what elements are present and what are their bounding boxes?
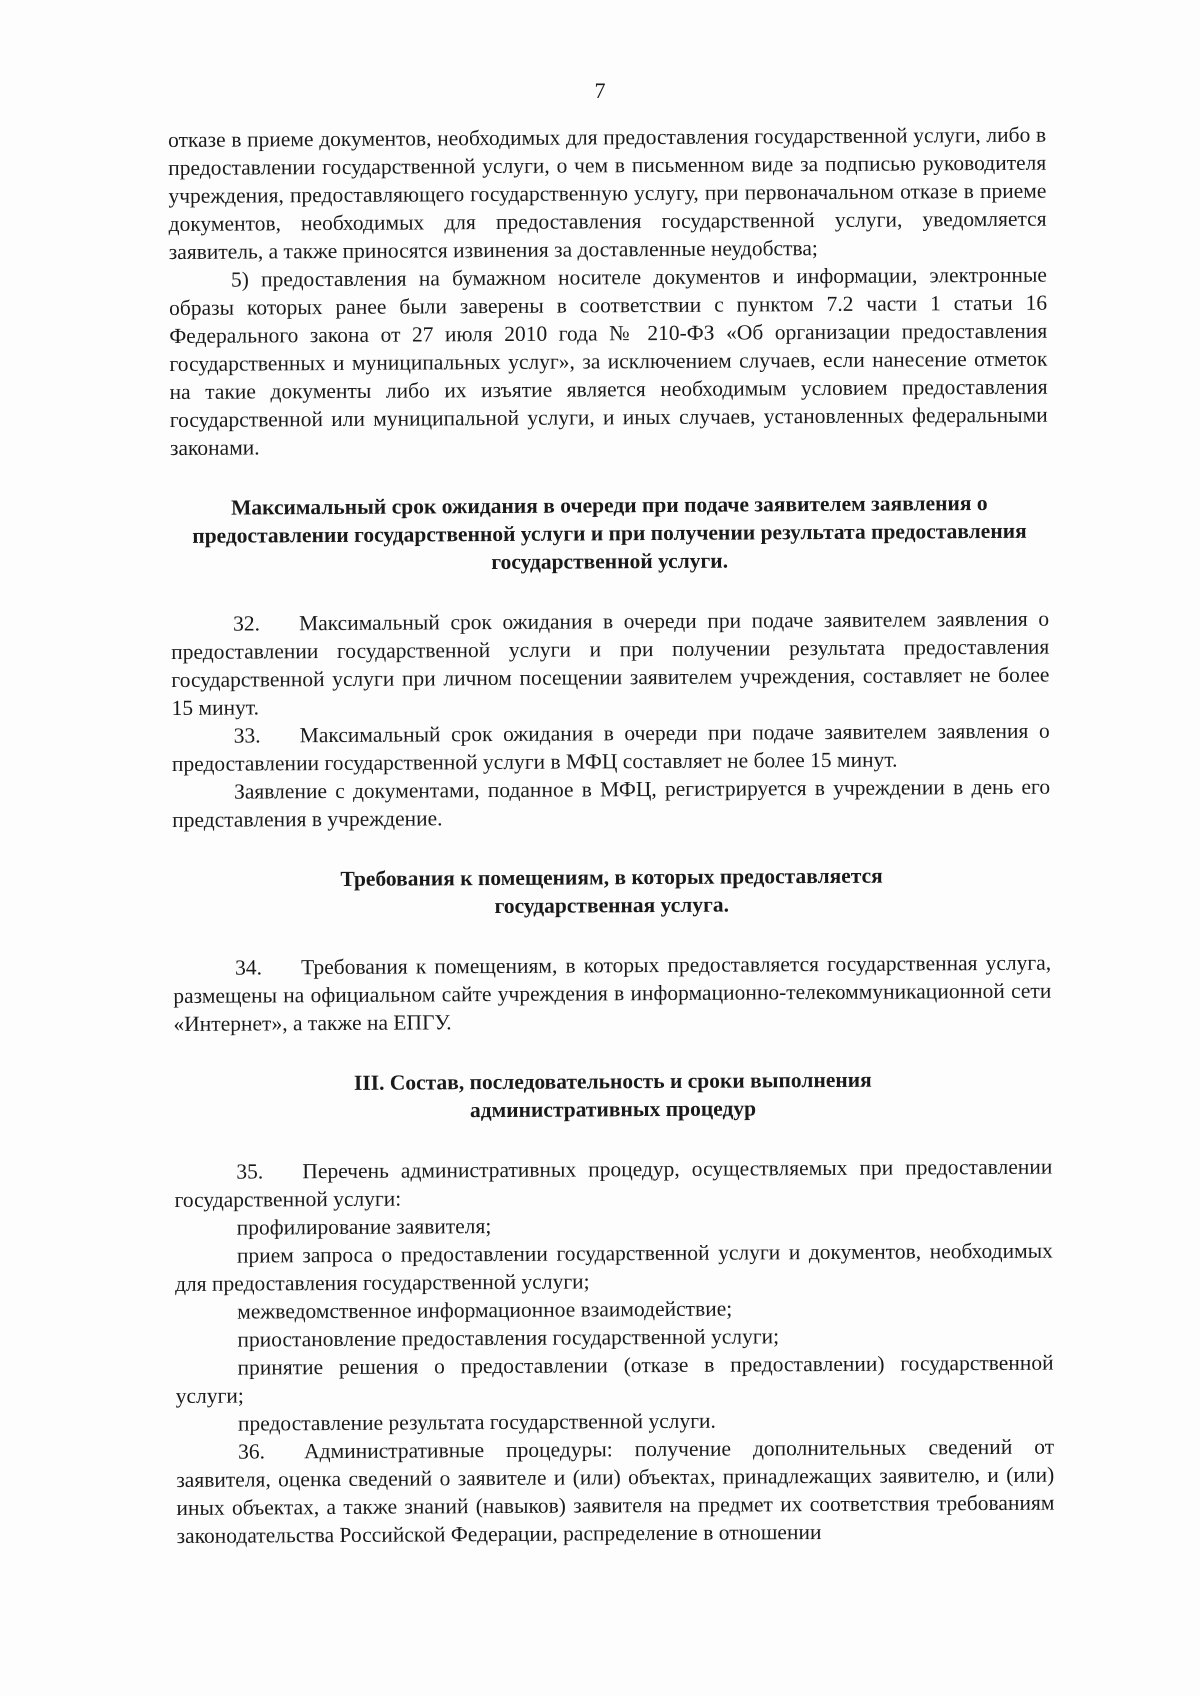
list-item: прием запроса о предоставлении государственной услуги и документов, необходимых для предоставления государственной услуги; [175,1238,1053,1296]
paragraph-33-extra: Заявление с документами, поданное в МФЦ, регистрируется в учреждении в день его представления в учреждение. [172,774,1051,832]
paragraph-number: 36. [238,1439,266,1464]
paragraph-32 [171,605,1050,722]
page-body [168,121,1055,1550]
paragraph-item-5: 5) предоставления на бумажном носителе документов и информации, электронные образы которых ранее были заверены в соответствии с пунктом 7.2 части 1 статьи 16 Федерального закона от 27 июля 2010 года № 210-ФЗ «Об организации предоставления государственных и муниципальных услуг», за исключением случаев, если нанесение отметок на такие документы либо их изъятие является необходимым условием предоставления государственной или муниципальной услуги, и иных случаев, установленных федеральными законами. [169,262,1048,460]
list-item: приостановление предоставления государственной услуги; [237,1324,780,1352]
paragraph-number: 33. [233,723,261,748]
paragraph-text: Максимальный срок ожидания в очереди при подаче заявителем заявления о предоставлении государственной услуги в МФЦ составляет не более 15 минут. [171,718,1050,776]
heading-waiting-time: Максимальный срок ожидания в очереди при подаче заявителем заявления о предоставлении государственной услуги и при получении результата предоставления государственной услуги. [192,491,1027,575]
list-item: предоставление результата государственной услуги. [237,1408,716,1436]
paragraph-continuation: отказе в приеме документов, необходимых для предоставления государственной услуги, либо в предоставлении государственной услуги, о чем в письменном виде за подписью руководителя учреждения, предоставляющего государственную услугу, при первоначальном отказе в приеме документов, необходимых для предоставления государственной услуги, уведомляется заявитель, а также приносятся извинения за доставленные неудобства; [168,122,1047,264]
paragraph-text: Максимальный срок ожидания в очереди при подаче заявителем заявления о предоставлении государственной услуги и при получении результата предоставления государственной услуги при личном посещении заявителем учреждения, составляет не более 15 минут. [171,606,1050,720]
paragraph-number: 35. [236,1159,264,1184]
heading-premises: Требования к помещениям, в которых предоставляется государственная услуга. [340,863,883,919]
list-item: межведомственное информационное взаимодействие; [237,1296,733,1324]
list-item: принятие решения о предоставлении (отказе в предоставлении) государственной услуги; [175,1350,1054,1408]
paragraph-34 [173,949,1051,1038]
paragraph-36 [176,1433,1055,1550]
paragraph-35 [174,1153,1052,1214]
page-number: 7 [594,78,606,103]
paragraph-number: 34. [235,955,263,980]
paragraph-text: Перечень административных процедур, осуществляемых при предоставлении государственной услуги: [174,1154,1053,1212]
heading-section-iii: III. Состав, последовательность и сроки выполнения административных процедур [353,1067,872,1123]
paragraph-33 [172,717,1050,778]
paragraph-text: Административные процедуры: получение дополнительных сведений от заявителя, оценка сведений о заявителе и (или) объектах, принадлежащих заявителю, и (или) иных объектах, а также знаний (навыков) заявителя на предмет их соответствия требованиям законодательства Российской Федерации, распределение в отношении [176,1434,1055,1548]
list-item: профилирование заявителя; [236,1214,492,1240]
paragraph-number: 32. [232,611,260,636]
paragraph-text: Требования к помещениям, в которых предоставляется государственная услуга, размещены на официальном сайте учреждения в информационно-телекоммуникационной сети «Интернет», а также на ЕПГУ. [173,950,1052,1036]
